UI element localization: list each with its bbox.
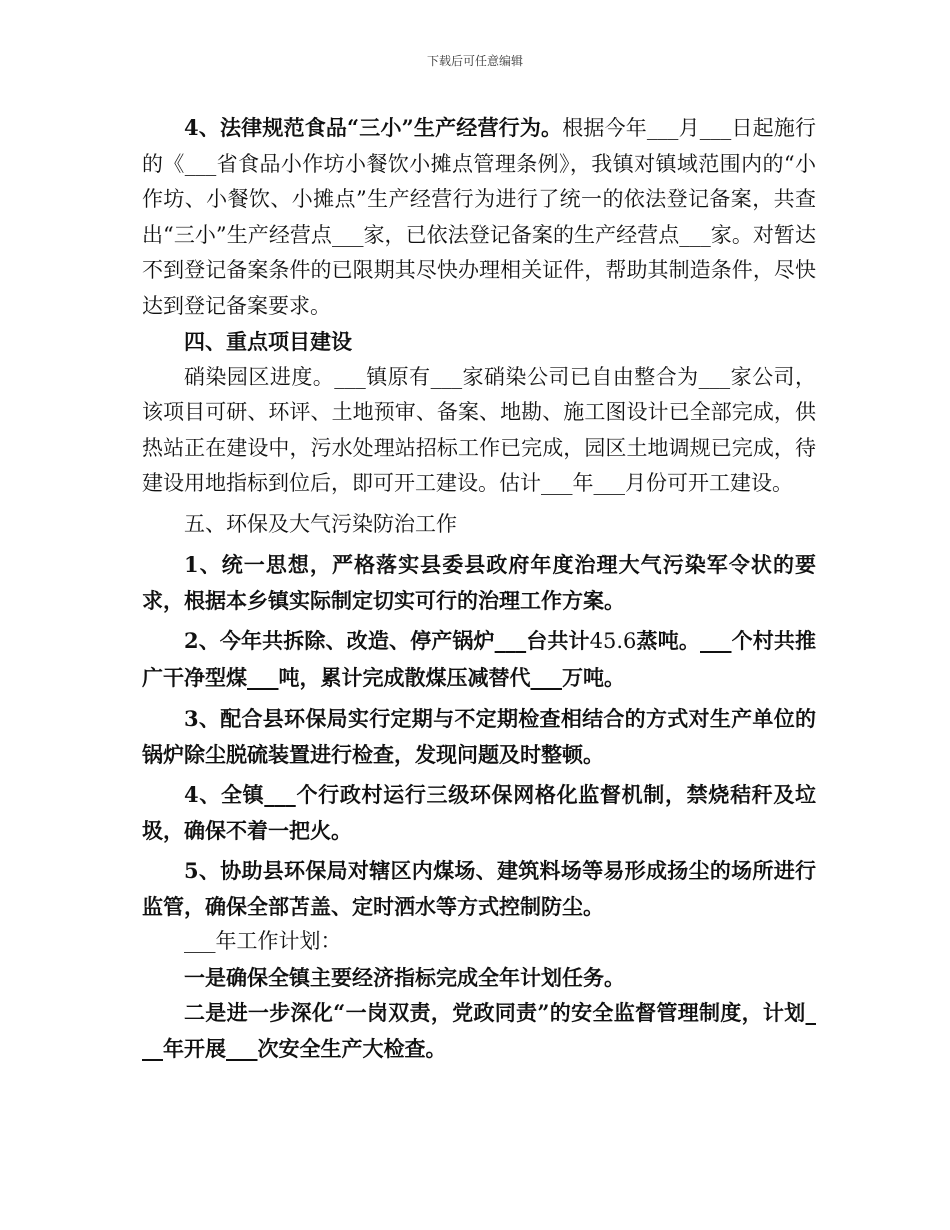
paragraph-item-3: 3、配合县环保局实行定期与不定期检查相结合的方式对生产单位的锅炉除尘脱硫装置进行检查，发现问题及时整顿。 <box>142 706 816 767</box>
paragraph-item-4: 4、全镇___个行政村运行三级环保网格化监督机制，禁烧秸秆及垃圾，确保不着一把火。 <box>142 782 816 843</box>
paragraph-lead: 2、今年共拆除、改造、停产锅炉___台共计 <box>184 628 590 653</box>
section-heading-environment: 五、环保及大气污染防治工作 <box>184 511 457 536</box>
document-body <box>142 110 816 1066</box>
section-heading-work-plan: ___年工作计划： <box>184 929 342 953</box>
paragraph-food-three-small <box>142 110 816 324</box>
paragraph-item-5: 5、协助县环保局对辖区内煤场、建筑料场等易形成扬尘的场所进行监管，确保全部苫盖、定时洒水等方式控制防尘。 <box>142 858 816 919</box>
paragraph-number: 45.6 <box>589 629 637 653</box>
paragraph-lead: 4、法律规范食品“三小”生产经营行为。 <box>184 115 563 140</box>
paragraph-item-2 <box>142 623 816 696</box>
paragraph-plan-1: 一是确保全镇主要经济指标完成全年计划任务。 <box>184 964 625 990</box>
paragraph-plan-2: 二是进一步深化“一岗双责，党政同责”的安全监督管理制度，计划___年开展___次安全生产大检查。 <box>142 1000 816 1061</box>
section-heading-key-projects: 四、重点项目建设 <box>184 329 352 354</box>
paragraph-tail: 蒸吨。___个村共推广干净型煤___吨，累计完成散煤压减替代___万吨。 <box>142 628 816 690</box>
page-header: 下载后可任意编辑 <box>426 54 523 68</box>
paragraph-park-progress: 硝染园区进度。___镇原有___家硝染公司已自由整合为___家公司，该项目可研、环评、土地预审、备案、地勘、施工图设计已全部完成，供热站正在建设中，污水处理站招标工作已完成，园区土地调规已完成，待建设用地指标到位后，即可开工建设。估计___年___月份可开工建设。 <box>142 364 816 495</box>
paragraph-item-1: 1、统一思想，严格落实县委县政府年度治理大气污染军令状的要求，根据本乡镇实际制定切实可行的治理工作方案。 <box>142 552 816 613</box>
paragraph-text: 根据今年___月___日起施行的《___省食品小作坊小餐饮小摊点管理条例》，我镇对镇域范围内的“小作坊、小餐饮、小摊点”生产经营行为进行了统一的依法登记备案，共查出“三小”生产经营点___家，已依法登记备案的生产经营点___家。对暂达不到登记备案条件的已限期其尽快办理相关证件，帮助其制造条件，尽快达到登记备案要求。 <box>142 116 817 318</box>
